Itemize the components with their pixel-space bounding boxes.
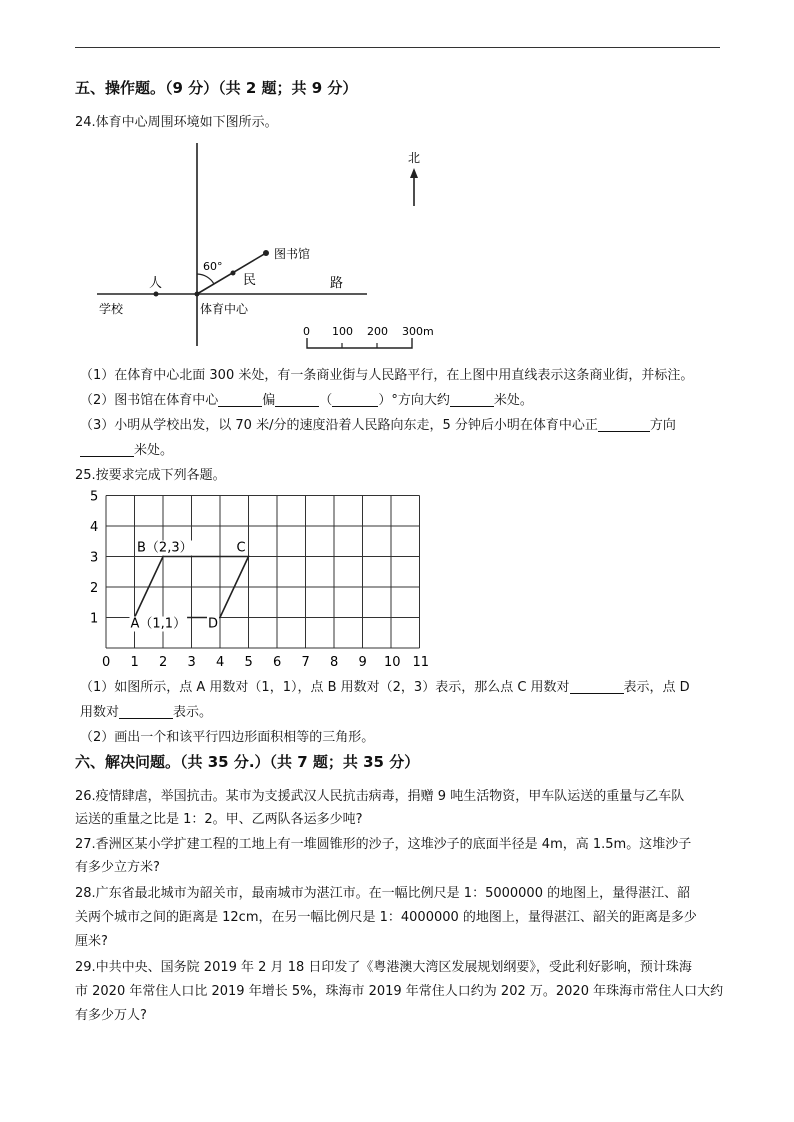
library-point <box>263 250 269 256</box>
answer-blank[interactable] <box>275 392 319 407</box>
q26-line2: 运送的重量之比是 1：2。甲、乙两队各运多少吨? <box>75 812 363 827</box>
q29-line1: 29.中共中央、国务院 2019 年 2 月 18 日印发了《粤港澳大湾区发展规划纲要》，受此利好影响，预计珠海 <box>75 960 692 975</box>
point-D-label: D <box>208 616 219 632</box>
x-tick-label: 7 <box>301 655 310 670</box>
answer-blank[interactable] <box>218 392 262 407</box>
q25-part2: （2）画出一个和该平行四边形面积相等的三角形。 <box>80 730 375 745</box>
x-tick-label: 4 <box>216 655 225 670</box>
x-tick-label: 6 <box>273 655 282 670</box>
school-label: 学校 <box>99 302 124 316</box>
y-tick-label: 4 <box>90 520 99 535</box>
scale-tick-0: 0 <box>303 325 310 338</box>
q28-line1: 28.广东省最北城市为韶关市，最南城市为湛江市。在一幅比例尺是 1：5000000 的地图上，量得湛江、韶 <box>75 886 691 901</box>
school-dot <box>154 292 159 297</box>
x-tick-label: 10 <box>384 655 401 670</box>
x-tick-label: 1 <box>130 655 139 670</box>
section6-heading: 六、解决问题。（共 35 分.）（共 7 题；共 35 分） <box>75 753 420 771</box>
top-rule <box>75 47 720 48</box>
q24-p2-text-c: （ <box>319 393 333 408</box>
q24-part2 <box>80 391 533 411</box>
road-char-ren: 人 <box>149 276 163 291</box>
q25-part1 <box>80 678 690 698</box>
q24-p3-text-a: （3）小明从学校出发，以 70 米/分的速度沿着人民路向东走，5 分钟后小明在体育中心正 <box>80 418 598 433</box>
q24-p2-text-e: 米处。 <box>493 393 533 408</box>
q24-part1: （1）在体育中心北面 300 米处，有一条商业街与人民路平行，在上图中用直线表示这条商业街，并标注。 <box>80 368 694 383</box>
q25-title: 25.按要求完成下列各题。 <box>75 468 226 483</box>
north-arrow-icon <box>410 168 418 178</box>
x-tick-label: 9 <box>358 655 367 670</box>
q24-part3 <box>80 416 676 436</box>
library-label: 图书馆 <box>274 247 311 261</box>
q29-line3: 有多少万人? <box>75 1008 147 1023</box>
x-tick-label: 8 <box>330 655 339 670</box>
answer-blank[interactable] <box>598 417 650 432</box>
y-tick-label: 1 <box>90 611 99 627</box>
y-axis-ticks <box>90 490 98 627</box>
q24-part3-cont <box>80 441 173 461</box>
x-tick-label: 0 <box>102 655 111 670</box>
x-tick-label: 11 <box>412 655 430 670</box>
q24-map-figure <box>90 140 470 360</box>
scale-tick-100: 100 <box>332 325 353 338</box>
q25-p1-text-c: 用数对 <box>80 705 120 720</box>
midpoint-dot <box>231 271 236 276</box>
q24-title: 24.体育中心周围环境如下图所示。 <box>75 115 278 130</box>
scale-tick-300m: 300m <box>402 325 434 338</box>
answer-blank[interactable] <box>450 392 494 407</box>
answer-blank[interactable] <box>570 679 624 694</box>
x-tick-label: 2 <box>159 655 168 670</box>
road-char-lu: 路 <box>330 276 344 291</box>
q25-part1-cont <box>80 703 212 723</box>
x-tick-label: 5 <box>244 655 253 670</box>
y-tick-label: 2 <box>90 581 99 596</box>
q27-line2: 有多少立方米? <box>75 860 160 875</box>
q24-p3-text-b: 方向 <box>649 418 676 433</box>
q26-line1: 26.疫情肆虐，举国抗击。某市为支援武汉人民抗击病毒，捐赠 9 吨生活物资，甲车队运送的重量与乙车队 <box>75 789 685 804</box>
angle-label: 60° <box>203 260 223 273</box>
q25-coordinate-grid <box>82 490 442 672</box>
center-point <box>195 292 200 297</box>
q29-line2: 市 2020 年常住人口比 2019 年增长 5%，珠海市 2019 年常住人口约为 202 万。2020 年珠海市常住人口大约 <box>75 984 724 999</box>
scale-tick-200: 200 <box>367 325 388 338</box>
center-label: 体育中心 <box>200 302 249 316</box>
x-tick-label: 3 <box>187 655 196 670</box>
q24-p2-text-d: ）°方向大约 <box>378 393 450 408</box>
y-tick-label: 3 <box>90 550 99 566</box>
scale-bar <box>307 338 412 348</box>
q28-line3: 厘米? <box>75 934 108 949</box>
answer-blank[interactable] <box>80 442 134 457</box>
point-B-label: B（2,3） <box>137 540 193 556</box>
answer-blank[interactable] <box>119 704 173 719</box>
q25-p1-text-b: 表示，点 D <box>623 680 690 695</box>
q25-p1-text-d: 表示。 <box>173 705 213 720</box>
y-tick-label: 5 <box>90 490 99 505</box>
answer-blank[interactable] <box>332 392 378 407</box>
north-label: 北 <box>408 151 421 165</box>
road-char-min: 民 <box>243 273 257 288</box>
point-C-label: C <box>236 540 246 556</box>
q25-p1-text-a: （1）如图所示，点 A 用数对（1，1），点 B 用数对（2，3）表示，那么点 C 用数对 <box>80 680 570 695</box>
point-A-label: A（1,1） <box>130 616 187 632</box>
q24-p2-text-b: 偏 <box>262 393 276 408</box>
section5-heading: 五、操作题。（9 分）（共 2 题；共 9 分） <box>75 79 358 97</box>
q24-p2-text-a: （2）图书馆在体育中心 <box>80 393 219 408</box>
q27-line1: 27.香洲区某小学扩建工程的工地上有一堆圆锥形的沙子，这堆沙子的底面半径是 4m，高 1.5m。这堆沙子 <box>75 837 692 852</box>
q24-p3-text-c: 米处。 <box>134 443 174 458</box>
angle-arc <box>197 274 214 284</box>
q28-line2: 关两个城市之间的距离是 12cm，在另一幅比例尺是 1：4000000 的地图上，量得湛江、韶关的距离是多少 <box>75 910 697 925</box>
x-axis-ticks <box>102 655 429 670</box>
